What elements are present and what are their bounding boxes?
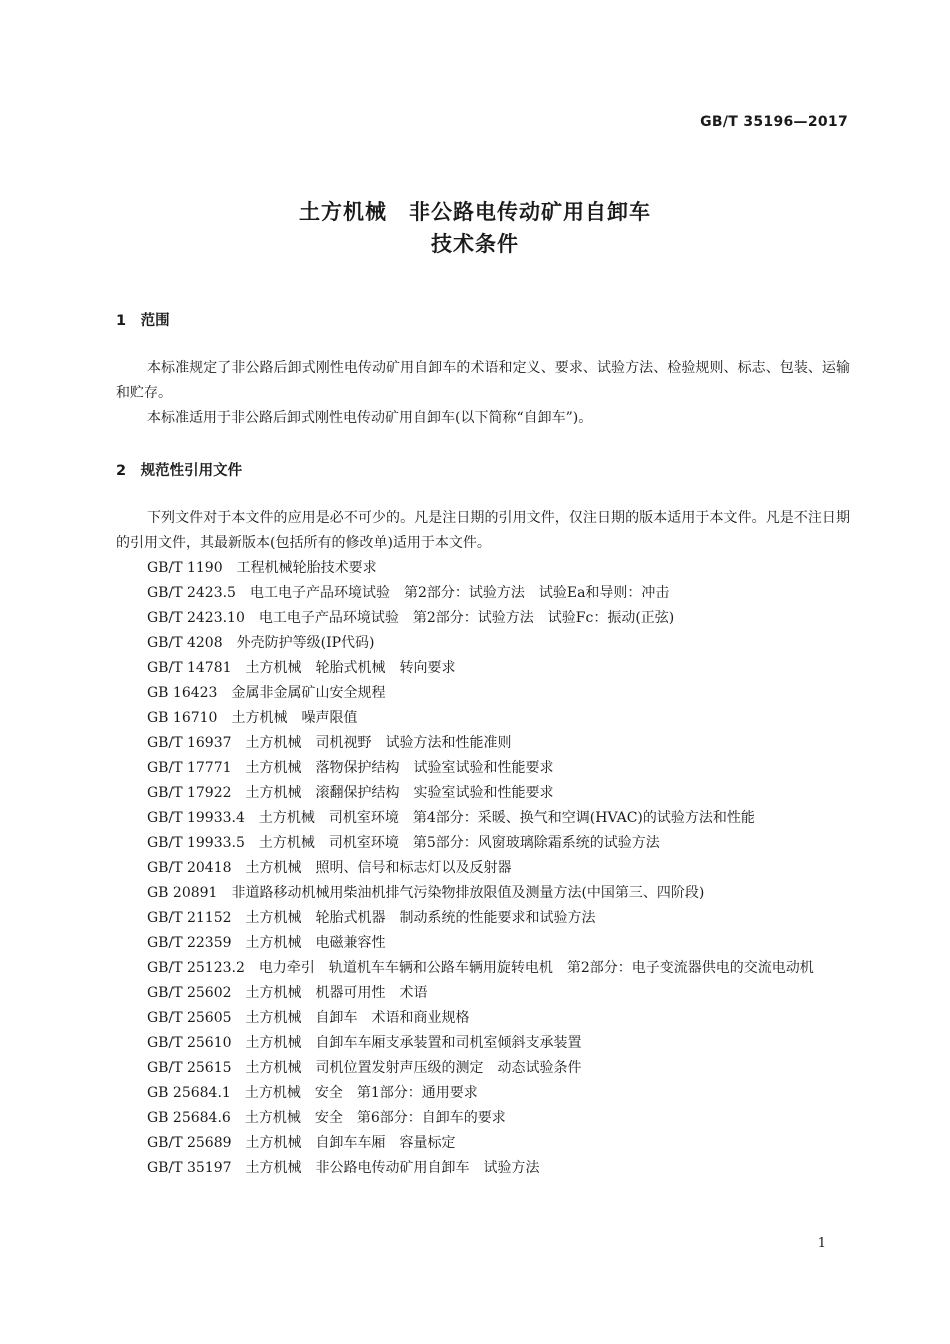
reference-item: GB/T 17771 土方机械 落物保护结构 试验室试验和性能要求 [147, 760, 554, 776]
scope-paragraph-1: 本标准规定了非公路后卸式刚性电传动矿用自卸车的术语和定义、要求、试验方法、检验规则、标志、包装、运输和贮存。 [116, 360, 850, 401]
reference-item: GB/T 25610 土方机械 自卸车车厢支承装置和司机室倾斜支承装置 [147, 1035, 582, 1051]
reference-item: GB/T 25602 土方机械 机器可用性 术语 [147, 985, 428, 1001]
reference-item: GB/T 4208 外壳防护等级(IP代码) [147, 635, 375, 651]
reference-item: GB/T 25689 土方机械 自卸车车厢 容量标定 [147, 1135, 456, 1151]
reference-item: GB/T 19933.4 土方机械 司机室环境 第4部分：采暖、换气和空调(HVAC)的试验方法和性能 [147, 810, 755, 826]
reference-item: GB/T 25123.2 电力牵引 轨道机车车辆和公路车辆用旋转电机 第2部分：电子变流器供电的交流电动机 [147, 960, 814, 976]
reference-item: GB 16710 土方机械 噪声限值 [147, 710, 358, 726]
reference-item: GB/T 2423.10 电工电子产品环境试验 第2部分：试验方法 试验Fc：振动(正弦) [147, 610, 675, 626]
standard-code: GB/T 35196—2017 [700, 114, 848, 130]
reference-item: GB 25684.6 土方机械 安全 第6部分：自卸车的要求 [147, 1110, 506, 1126]
document-title [0, 196, 950, 260]
section-2-heading: 2 规范性引用文件 [116, 463, 243, 479]
reference-item: GB/T 14781 土方机械 轮胎式机械 转向要求 [147, 660, 456, 676]
reference-item: GB 16423 金属非金属矿山安全规程 [147, 685, 386, 701]
section-1-heading: 1 范围 [116, 313, 170, 329]
page-number: 1 [817, 1236, 826, 1251]
reference-list [116, 556, 850, 1181]
reference-item: GB/T 19933.5 土方机械 司机室环境 第5部分：风窗玻璃除霜系统的试验方法 [147, 835, 660, 851]
reference-item: GB/T 35197 土方机械 非公路电传动矿用自卸车 试验方法 [147, 1160, 540, 1176]
section-1-body [116, 356, 850, 431]
reference-item: GB/T 22359 土方机械 电磁兼容性 [147, 935, 386, 951]
references-intro-text: 下列文件对于本文件的应用是必不可少的。凡是注日期的引用文件，仅注日期的版本适用于本文件。凡是不注日期的引用文件，其最新版本(包括所有的修改单)适用于本文件。 [116, 510, 850, 551]
scope-paragraph-2: 本标准适用于非公路后卸式刚性电传动矿用自卸车(以下简称“自卸车”)。 [147, 410, 593, 426]
reference-item: GB 20891 非道路移动机械用柴油机排气污染物排放限值及测量方法(中国第三、四阶段) [147, 885, 705, 901]
reference-item: GB/T 25615 土方机械 司机位置发射声压级的测定 动态试验条件 [147, 1060, 582, 1076]
reference-item: GB/T 16937 土方机械 司机视野 试验方法和性能准则 [147, 735, 512, 751]
reference-item: GB/T 17922 土方机械 滚翻保护结构 实验室试验和性能要求 [147, 785, 554, 801]
reference-item: GB/T 21152 土方机械 轮胎式机器 制动系统的性能要求和试验方法 [147, 910, 596, 926]
reference-item: GB 25684.1 土方机械 安全 第1部分：通用要求 [147, 1085, 478, 1101]
reference-item: GB/T 2423.5 电工电子产品环境试验 第2部分：试验方法 试验Ea和导则：冲击 [147, 585, 670, 601]
reference-item: GB/T 25605 土方机械 自卸车 术语和商业规格 [147, 1010, 470, 1026]
references-intro [116, 506, 850, 556]
title-line-1: 土方机械 非公路电传动矿用自卸车 [299, 200, 651, 224]
reference-item: GB/T 1190 工程机械轮胎技术要求 [147, 560, 377, 576]
title-line-2: 技术条件 [431, 232, 519, 256]
reference-item: GB/T 20418 土方机械 照明、信号和标志灯以及反射器 [147, 860, 512, 876]
